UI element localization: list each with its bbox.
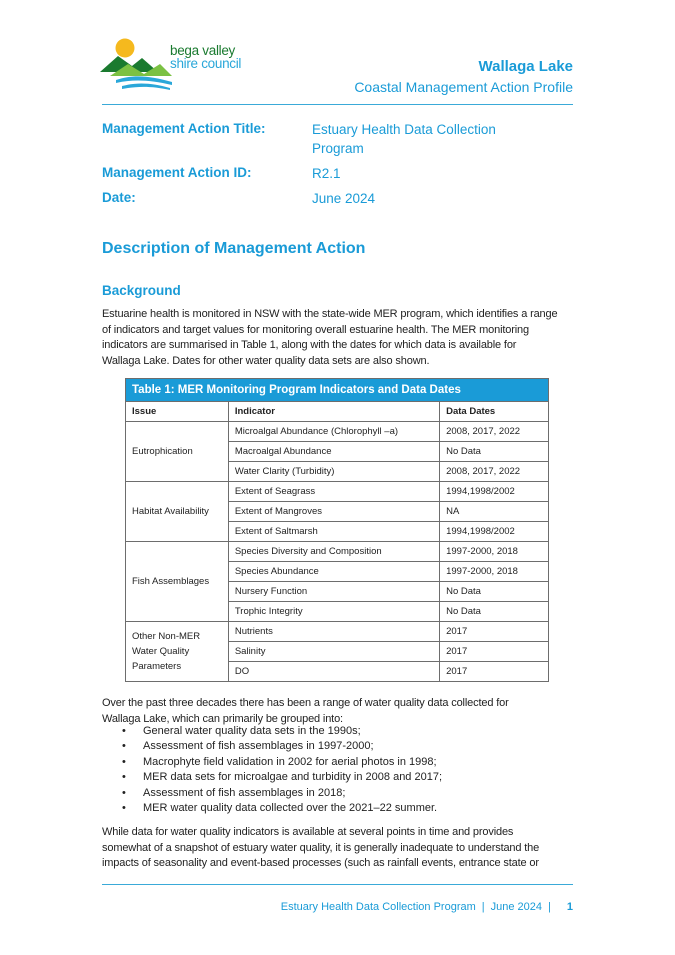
footer-date: June 2024 xyxy=(490,901,543,913)
issue-cell: Fish Assemblages xyxy=(126,542,229,622)
list-item: • MER data sets for microalgae and turbidity in 2008 and 2017; xyxy=(102,770,572,785)
footer-divider xyxy=(102,884,573,885)
list-item: • MER water quality data collected over the 2021–22 summer. xyxy=(102,801,572,816)
table-row xyxy=(126,422,549,442)
issue-cell: Eutrophication xyxy=(126,422,229,482)
indicator-cell: Water Clarity (Turbidity) xyxy=(228,462,439,482)
list-item: • General water quality data sets in the 1990s; xyxy=(102,724,572,739)
indicator-cell: Microalgal Abundance (Chlorophyll –a) xyxy=(228,422,439,442)
action-title-value-line2: Program xyxy=(312,141,364,156)
table-caption: Table 1: MER Monitoring Program Indicators and Data Dates xyxy=(126,379,549,402)
indicator-cell: Trophic Integrity xyxy=(228,602,439,622)
table-row xyxy=(126,542,549,562)
closing-line: somewhat of a snapshot of estuary water quality, it is generally inadequate to understand the xyxy=(102,841,540,854)
intro-line: Wallaga Lake. Dates for other water quality data sets are also shown. xyxy=(102,354,430,367)
date-label: Date: xyxy=(102,190,136,205)
page-number: 1 xyxy=(566,901,573,913)
intro-line: Estuarine health is monitored in NSW with the state-wide MER program, which identifies a range xyxy=(102,308,558,320)
dates-cell: No Data xyxy=(440,582,549,602)
overview-line: Wallaga Lake, which can primarily be grouped into: xyxy=(102,712,343,725)
dates-cell: 2017 xyxy=(440,642,549,662)
action-title-value-line1: Estuary Health Data Collection xyxy=(312,122,496,137)
indicator-cell: Salinity xyxy=(228,642,439,662)
indicator-cell: Species Diversity and Composition xyxy=(228,542,439,562)
header-title: Wallaga Lake xyxy=(478,58,573,75)
table-header-data-dates: Data Dates xyxy=(440,402,549,422)
dates-cell: 1994,1998/2002 xyxy=(440,522,549,542)
dates-cell: 2017 xyxy=(440,662,549,682)
action-id-label: Management Action ID: xyxy=(102,165,252,180)
closing-line: While data for water quality indicators is available at several points in time and provides xyxy=(102,826,514,838)
closing-line: impacts of seasonality and event-based processes (such as rainfall events, entrance state or xyxy=(102,857,539,869)
table-header-indicator: Indicator xyxy=(228,402,439,422)
list-item: • Assessment of fish assemblages in 2018; xyxy=(102,786,572,801)
header-divider xyxy=(102,104,573,105)
action-title-value xyxy=(312,120,496,158)
dates-cell: 2008, 2017, 2022 xyxy=(440,422,549,442)
list-item: • Assessment of fish assemblages in 1997-2000; xyxy=(102,739,572,754)
indicator-cell: Extent of Seagrass xyxy=(228,482,439,502)
section-heading: Description of Management Action xyxy=(102,240,366,257)
overview-line: Over the past three decades there has been a range of water quality data collected for xyxy=(102,697,509,709)
table-row xyxy=(126,622,549,642)
mer-indicators-table xyxy=(125,378,549,682)
logo-text-line1: bega valley xyxy=(170,43,235,58)
dates-cell: 2008, 2017, 2022 xyxy=(440,462,549,482)
data-sets-list xyxy=(102,724,572,816)
intro-line: indicators are summarised in Table 1, along with the dates for which data is available for xyxy=(102,339,517,351)
intro-line: of indicators and target values for monitoring overall estuarine health. The MER monitoring xyxy=(102,323,529,336)
overview-paragraph xyxy=(102,696,577,727)
list-item: • Macrophyte field validation in 2002 for aerial photos in 1998; xyxy=(102,755,572,770)
date-value: June 2024 xyxy=(312,191,376,206)
council-logo-icon xyxy=(100,36,172,92)
logo-text-line2: shire council xyxy=(170,56,242,71)
dates-cell: No Data xyxy=(440,602,549,622)
footer-separator: | xyxy=(481,901,485,913)
indicator-cell: Nursery Function xyxy=(228,582,439,602)
dates-cell: 1994,1998/2002 xyxy=(440,482,549,502)
indicator-cell: Extent of Saltmarsh xyxy=(228,522,439,542)
subheading-background: Background xyxy=(102,283,181,298)
dates-cell: No Data xyxy=(440,442,549,462)
header-subtitle: Coastal Management Action Profile xyxy=(354,79,573,95)
action-title-label: Management Action Title: xyxy=(102,121,266,136)
indicator-cell: Extent of Mangroves xyxy=(228,502,439,522)
footer-separator: | xyxy=(548,901,551,913)
issue-cell: Habitat Availability xyxy=(126,482,229,542)
dates-cell: 2017 xyxy=(440,622,549,642)
indicator-cell: Species Abundance xyxy=(228,562,439,582)
footer-document-title: Estuary Health Data Collection Program xyxy=(280,901,476,913)
indicator-cell: Nutrients xyxy=(228,622,439,642)
indicator-cell: DO xyxy=(228,662,439,682)
page-footer xyxy=(281,901,573,913)
dates-cell: NA xyxy=(440,502,549,522)
action-id-value: R2.1 xyxy=(312,166,341,181)
issue-cell: Other Non-MER Water Quality Parameters xyxy=(126,622,229,682)
intro-paragraph xyxy=(102,307,577,369)
table-row xyxy=(126,482,549,502)
dates-cell: 1997-2000, 2018 xyxy=(440,562,549,582)
table-header-issue: Issue xyxy=(126,402,229,422)
dates-cell: 1997-2000, 2018 xyxy=(440,542,549,562)
council-logo xyxy=(100,36,270,96)
closing-paragraph xyxy=(102,825,577,872)
indicator-cell: Macroalgal Abundance xyxy=(228,442,439,462)
